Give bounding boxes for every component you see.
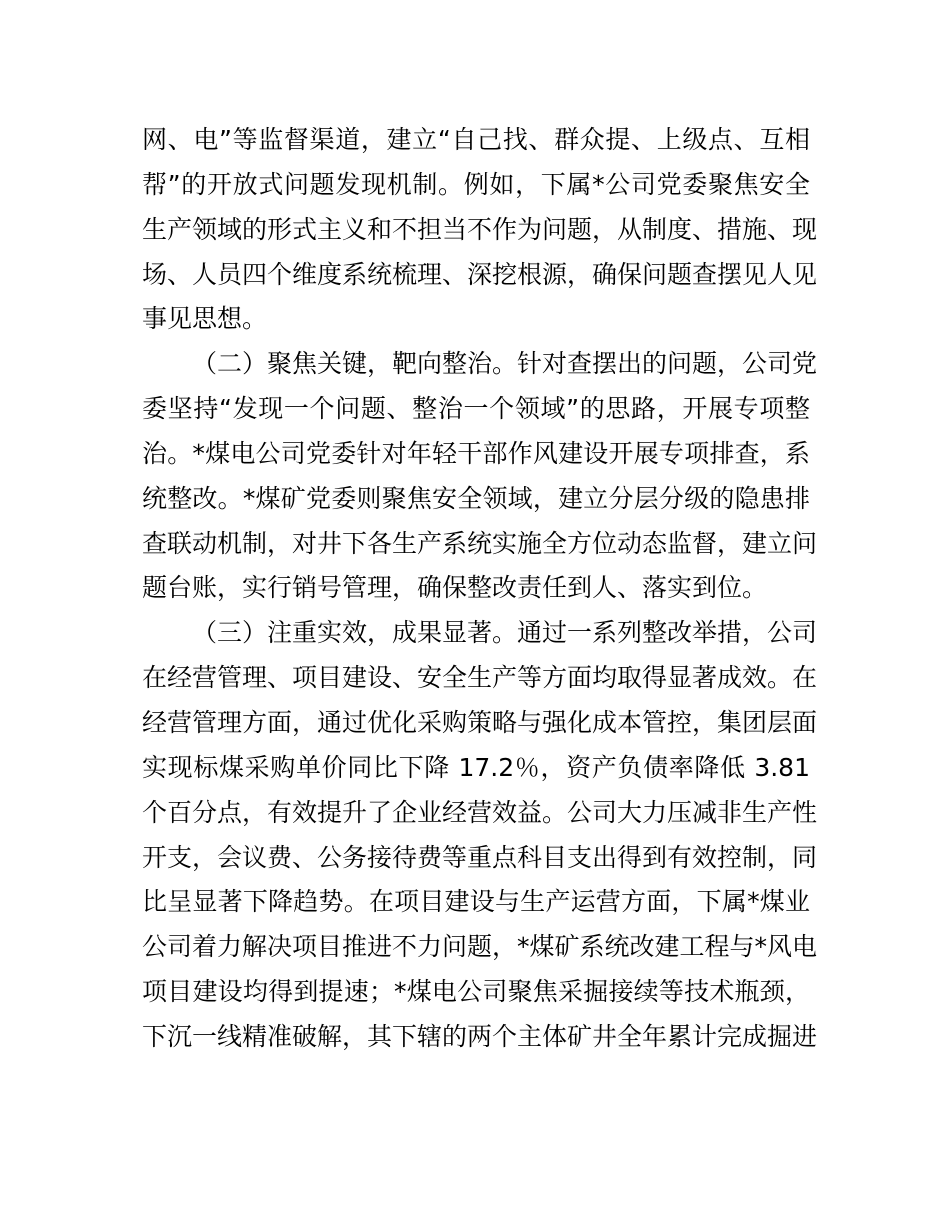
text-line: 场、人员四个维度系统梳理、深挖根源，确保问题查摆见人见 <box>142 259 818 289</box>
paragraph-results <box>142 611 818 1059</box>
text-line: 网、电”等监督渠道，建立“自己找、群众提、上级点、互相 <box>142 125 810 154</box>
section-heading-line: （三）注重实效，成果显著。通过一系列整改举措，公司 <box>192 618 818 648</box>
paragraph-supervision-channels <box>142 118 818 342</box>
text-line: 下沉一线精准破解，其下辖的两个主体矿井全年累计完成掘进 <box>142 1021 818 1051</box>
text-line: 统整改。*煤矿党委则聚焦安全领域，建立分层分级的隐患排 <box>142 483 810 513</box>
text-line: 委坚持“发现一个问题、整治一个领域”的思路，开展专项整 <box>142 394 810 424</box>
document-page <box>142 118 818 1060</box>
section-heading-line: （二）聚焦关键，靶向整治。针对查摆出的问题，公司党 <box>192 349 818 379</box>
text-line: 治。*煤电公司党委针对年轻干部作风建设开展专项排查，系 <box>142 438 810 468</box>
text-line: 帮”的开放式问题发现机制。例如，下属*公司党委聚焦安全 <box>142 169 810 199</box>
text-line: 个百分点，有效提升了企业经营效益。公司大力压减非生产性 <box>142 797 818 827</box>
text-line: 经营管理方面，通过优化采购策略与强化成本管控，集团层面 <box>142 707 818 737</box>
text-line: 题台账，实行销号管理，确保整改责任到人、落实到位。 <box>142 573 768 603</box>
text-line: 在经营管理、项目建设、安全生产等方面均取得显著成效。在 <box>142 663 818 693</box>
paragraph-targeted-rectification <box>142 342 818 611</box>
text-line: 比呈显著下降趋势。在项目建设与生产运营方面，下属*煤业 <box>142 887 810 917</box>
text-line: 项目建设均得到提速；*煤电公司聚焦采掘接续等技术瓶颈， <box>142 977 810 1007</box>
text-line: 公司着力解决项目推进不力问题，*煤矿系统改建工程与*风电 <box>142 932 818 962</box>
text-line: 实现标煤采购单价同比下降 17.2％，资产负债率降低 3.81 <box>142 752 810 782</box>
text-line: 生产领域的形式主义和不担当不作为问题，从制度、措施、现 <box>142 214 818 244</box>
text-line: 开支，会议费、公务接待费等重点科目支出得到有效控制，同 <box>142 842 818 872</box>
text-line: 事见思想。 <box>142 304 268 334</box>
text-line: 查联动机制，对井下各生产系统实施全方位动态监督，建立问 <box>142 528 818 558</box>
